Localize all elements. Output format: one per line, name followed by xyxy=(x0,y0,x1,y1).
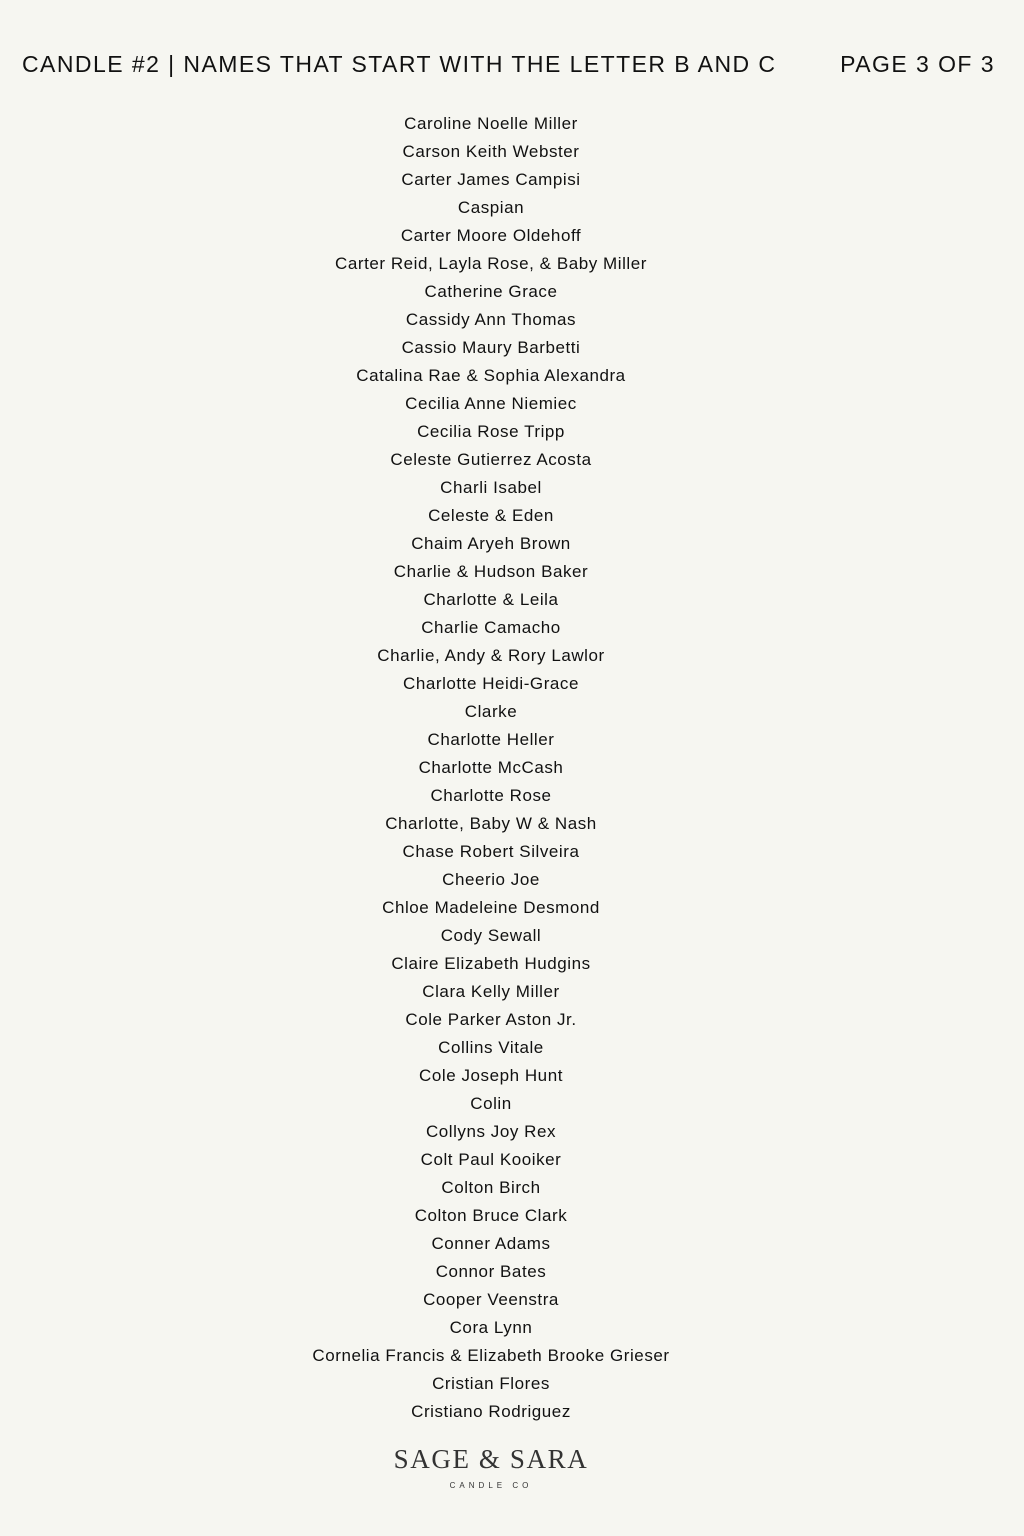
list-item: Cole Joseph Hunt xyxy=(419,1066,563,1085)
list-item: Charlie & Hudson Baker xyxy=(393,562,589,581)
list-item: Charlie, Andy & Rory Lawlor xyxy=(377,646,605,665)
list-item: Colton Birch xyxy=(441,1178,541,1197)
list-item: Cecilia Anne Niemiec xyxy=(405,394,577,413)
list-item: Caroline Noelle Miller xyxy=(404,114,578,133)
list-item: Chaim Aryeh Brown xyxy=(411,534,571,553)
brand-logo-tagline: CANDLE CO xyxy=(449,1481,533,1490)
list-item: Catalina Rae & Sophia Alexandra xyxy=(356,366,626,385)
list-item: Colin xyxy=(470,1094,512,1113)
list-item: Cristian Flores xyxy=(432,1374,550,1393)
list-item: Carter Reid, Layla Rose, & Baby Miller xyxy=(335,254,647,273)
brand-logo xyxy=(0,1442,982,1492)
name-list xyxy=(0,110,982,1426)
list-item: Celeste Gutierrez Acosta xyxy=(390,450,592,469)
list-item: Celeste & Eden xyxy=(428,506,554,525)
list-item: Cecilia Rose Tripp xyxy=(417,422,565,441)
list-item: Connor Bates xyxy=(435,1262,547,1281)
list-item: Collyns Joy Rex xyxy=(425,1122,557,1141)
list-item: Charlotte Heller xyxy=(427,730,555,749)
list-item: Collins Vitale xyxy=(438,1038,544,1057)
list-item: Clara Kelly Miller xyxy=(422,982,560,1001)
page-header xyxy=(0,48,1024,80)
list-item: Cora Lynn xyxy=(449,1318,533,1337)
list-item: Caspian xyxy=(457,198,525,217)
list-item: Charlotte Rose xyxy=(430,786,552,805)
list-item: Cornelia Francis & Elizabeth Brooke Grieser xyxy=(312,1346,670,1365)
list-item: Chase Robert Silveira xyxy=(402,842,580,861)
list-item: Cassio Maury Barbetti xyxy=(401,338,581,357)
list-item: Cristiano Rodriguez xyxy=(411,1402,571,1421)
list-item: Cody Sewall xyxy=(440,926,542,945)
brand-logo-name: SAGE & SARA xyxy=(393,1444,589,1474)
list-item: Carter Moore Oldehoff xyxy=(400,226,582,245)
page-title: CANDLE #2 | NAMES THAT START WITH THE LETTER B AND C xyxy=(22,51,777,77)
list-item: Cassidy Ann Thomas xyxy=(405,310,577,329)
list-item: Cheerio Joe xyxy=(442,870,540,889)
list-item: Charlotte McCash xyxy=(418,758,564,777)
list-item: Colton Bruce Clark xyxy=(414,1206,568,1225)
list-item: Clarke xyxy=(464,702,518,721)
list-item: Charlotte & Leila xyxy=(423,590,559,609)
list-item: Charli Isabel xyxy=(440,478,542,497)
list-item: Claire Elizabeth Hudgins xyxy=(391,954,591,973)
list-item: Chloe Madeleine Desmond xyxy=(382,898,600,917)
list-item: Carter James Campisi xyxy=(401,170,581,189)
list-item: Charlotte, Baby W & Nash xyxy=(385,814,597,833)
list-item: Colt Paul Kooiker xyxy=(420,1150,562,1169)
page-indicator: PAGE 3 OF 3 xyxy=(840,51,995,77)
list-item: Cooper Veenstra xyxy=(423,1290,559,1309)
list-item: Conner Adams xyxy=(431,1234,551,1253)
list-item: Catherine Grace xyxy=(424,282,558,301)
list-item: Cole Parker Aston Jr. xyxy=(405,1010,577,1029)
list-item: Carson Keith Webster xyxy=(402,142,580,161)
list-item: Charlie Camacho xyxy=(421,618,561,637)
list-item: Charlotte Heidi-Grace xyxy=(403,674,579,693)
